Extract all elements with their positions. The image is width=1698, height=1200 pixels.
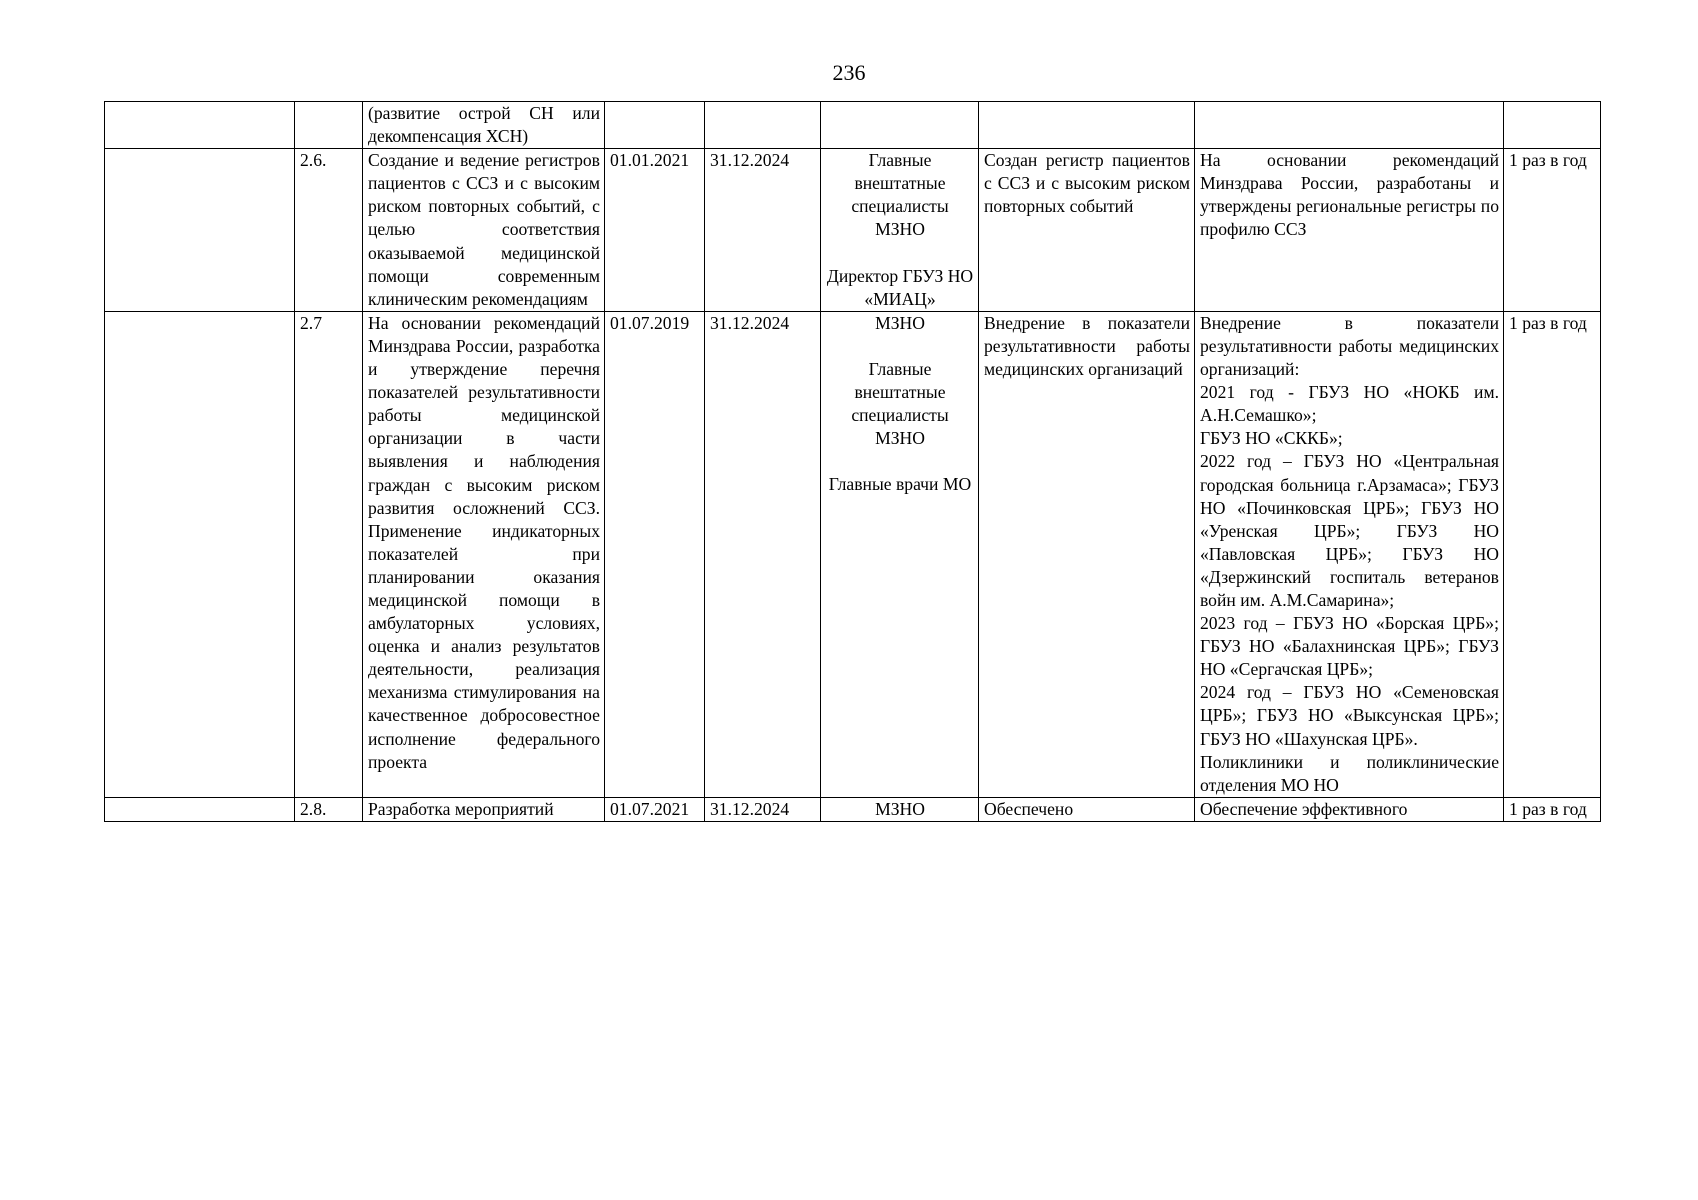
start-date-cell <box>605 797 705 821</box>
frequency: 1 раз в год <box>1509 312 1587 333</box>
event-text: Разработка мероприятий <box>368 798 554 819</box>
empty-cell <box>105 102 295 149</box>
event-text: На основании рекомендаций Минздрава России, разработка и утверждение перечня показателей результативности работы медицинской организации в части выявления и наблюдения граждан с высоким риском развития осложнений ССЗ. Применение индикаторных показателей при планировании оказания медицинской помощи в амбулаторных условиях, оценка и анализ результатов деятельности, реализация механизма стимулирования на качественное добросовестное исполнение федерального проекта <box>368 312 600 772</box>
page-number: 236 <box>832 60 866 85</box>
item-number-cell <box>295 311 363 797</box>
responsible-cell <box>821 102 979 149</box>
frequency-cell <box>1504 102 1601 149</box>
start-date: 01.07.2021 <box>610 798 690 819</box>
result-entry: На основании рекомендаций Минздрава России, разработаны и утверждены региональные регистры по профилю ССЗ <box>1200 150 1499 240</box>
empty-cell <box>105 311 295 797</box>
empty-cell <box>105 149 295 312</box>
responsible-entry: МЗНО <box>875 798 925 819</box>
frequency-cell <box>1504 797 1601 821</box>
item-number: 2.7 <box>300 312 322 333</box>
result-cell <box>1195 797 1504 821</box>
event-cell <box>363 149 605 312</box>
frequency-cell <box>1504 311 1601 797</box>
end-date: 31.12.2024 <box>710 150 790 171</box>
event-text: Создание и ведение регистров пациентов с ССЗ и с высоким риском повторных событий, с целью соответствия оказываемой медицинской помощи современным клиническим рекомендациям <box>368 150 600 309</box>
start-date-cell <box>605 149 705 312</box>
responsible-entry: МЗНО <box>875 312 925 333</box>
end-date-cell <box>705 102 821 149</box>
measures-table <box>104 101 1601 822</box>
responsible-entry: Главные внештатные специалисты МЗНО <box>851 358 949 449</box>
event-text: (развитие острой СН или декомпенсация ХСН) <box>368 103 600 147</box>
characteristic-cell <box>979 102 1195 149</box>
responsible-entry: Главные врачи МО <box>828 474 972 495</box>
frequency: 1 раз в год <box>1509 798 1587 819</box>
responsible-cell <box>821 797 979 821</box>
start-date-cell <box>605 311 705 797</box>
result-entry: Поликлиники и поликлинические отделения МО НО <box>1200 751 1499 795</box>
event-cell <box>363 102 605 149</box>
result-entry: 2024 год – ГБУЗ НО «Семеновская ЦРБ»; ГБУЗ НО «Выксунская ЦРБ»; ГБУЗ НО «Шахунская ЦРБ». <box>1200 682 1499 749</box>
item-number: 2.8. <box>300 798 327 819</box>
table-row <box>105 149 1601 312</box>
end-date-cell <box>705 311 821 797</box>
result-entry: Обеспечение эффективного <box>1200 798 1408 819</box>
result-entry: Внедрение в показатели результативности работы медицинских организаций: <box>1200 312 1499 380</box>
start-date: 01.07.2019 <box>610 312 690 333</box>
start-date-cell <box>605 102 705 149</box>
item-number-cell <box>295 149 363 312</box>
characteristic-cell <box>979 797 1195 821</box>
frequency: 1 раз в год <box>1509 150 1587 171</box>
result-cell <box>1195 149 1504 312</box>
characteristic-text: Обеспечено <box>984 798 1074 819</box>
table-row <box>105 797 1601 821</box>
frequency-cell <box>1504 149 1601 312</box>
event-cell <box>363 311 605 797</box>
item-number-cell <box>295 102 363 149</box>
end-date-cell <box>705 149 821 312</box>
responsible-cell <box>821 311 979 797</box>
end-date: 31.12.2024 <box>710 312 790 333</box>
event-cell <box>363 797 605 821</box>
characteristic-cell <box>979 149 1195 312</box>
characteristic-text: Создан регистр пациентов с ССЗ и с высоким риском повторных событий <box>984 150 1190 217</box>
characteristic-cell <box>979 311 1195 797</box>
responsible-entry: Директор ГБУЗ НО «МИАЦ» <box>826 265 974 309</box>
table-row <box>105 102 1601 149</box>
end-date-cell <box>705 797 821 821</box>
item-number-cell <box>295 797 363 821</box>
result-entry: 2023 год – ГБУЗ НО «Борская ЦРБ»; ГБУЗ НО «Балахнинская ЦРБ»; ГБУЗ НО «Сергачская ЦРБ»; <box>1200 613 1499 680</box>
result-entry: 2021 год - ГБУЗ НО «НОКБ им. А.Н.Семашко»; <box>1200 382 1499 426</box>
start-date: 01.01.2021 <box>610 150 690 171</box>
result-cell <box>1195 311 1504 797</box>
end-date: 31.12.2024 <box>710 798 790 819</box>
responsible-cell <box>821 149 979 312</box>
result-entry: 2022 год – ГБУЗ НО «Центральная городская больница г.Арзамаса»; ГБУЗ НО «Починковская ЦРБ»; ГБУЗ НО «Уренская ЦРБ»; ГБУЗ НО «Павловская ЦРБ»; ГБУЗ НО «Дзержинский госпиталь ветеранов войн им. А.М.Самарина»; <box>1200 451 1499 610</box>
result-entry: ГБУЗ НО «СККБ»; <box>1200 428 1343 449</box>
result-cell <box>1195 102 1504 149</box>
item-number: 2.6. <box>300 150 327 171</box>
responsible-entry: Главные внештатные специалисты МЗНО <box>851 150 949 240</box>
table-row <box>105 311 1601 797</box>
empty-cell <box>105 797 295 821</box>
characteristic-text: Внедрение в показатели результативности работы медицинских организаций <box>984 312 1190 380</box>
